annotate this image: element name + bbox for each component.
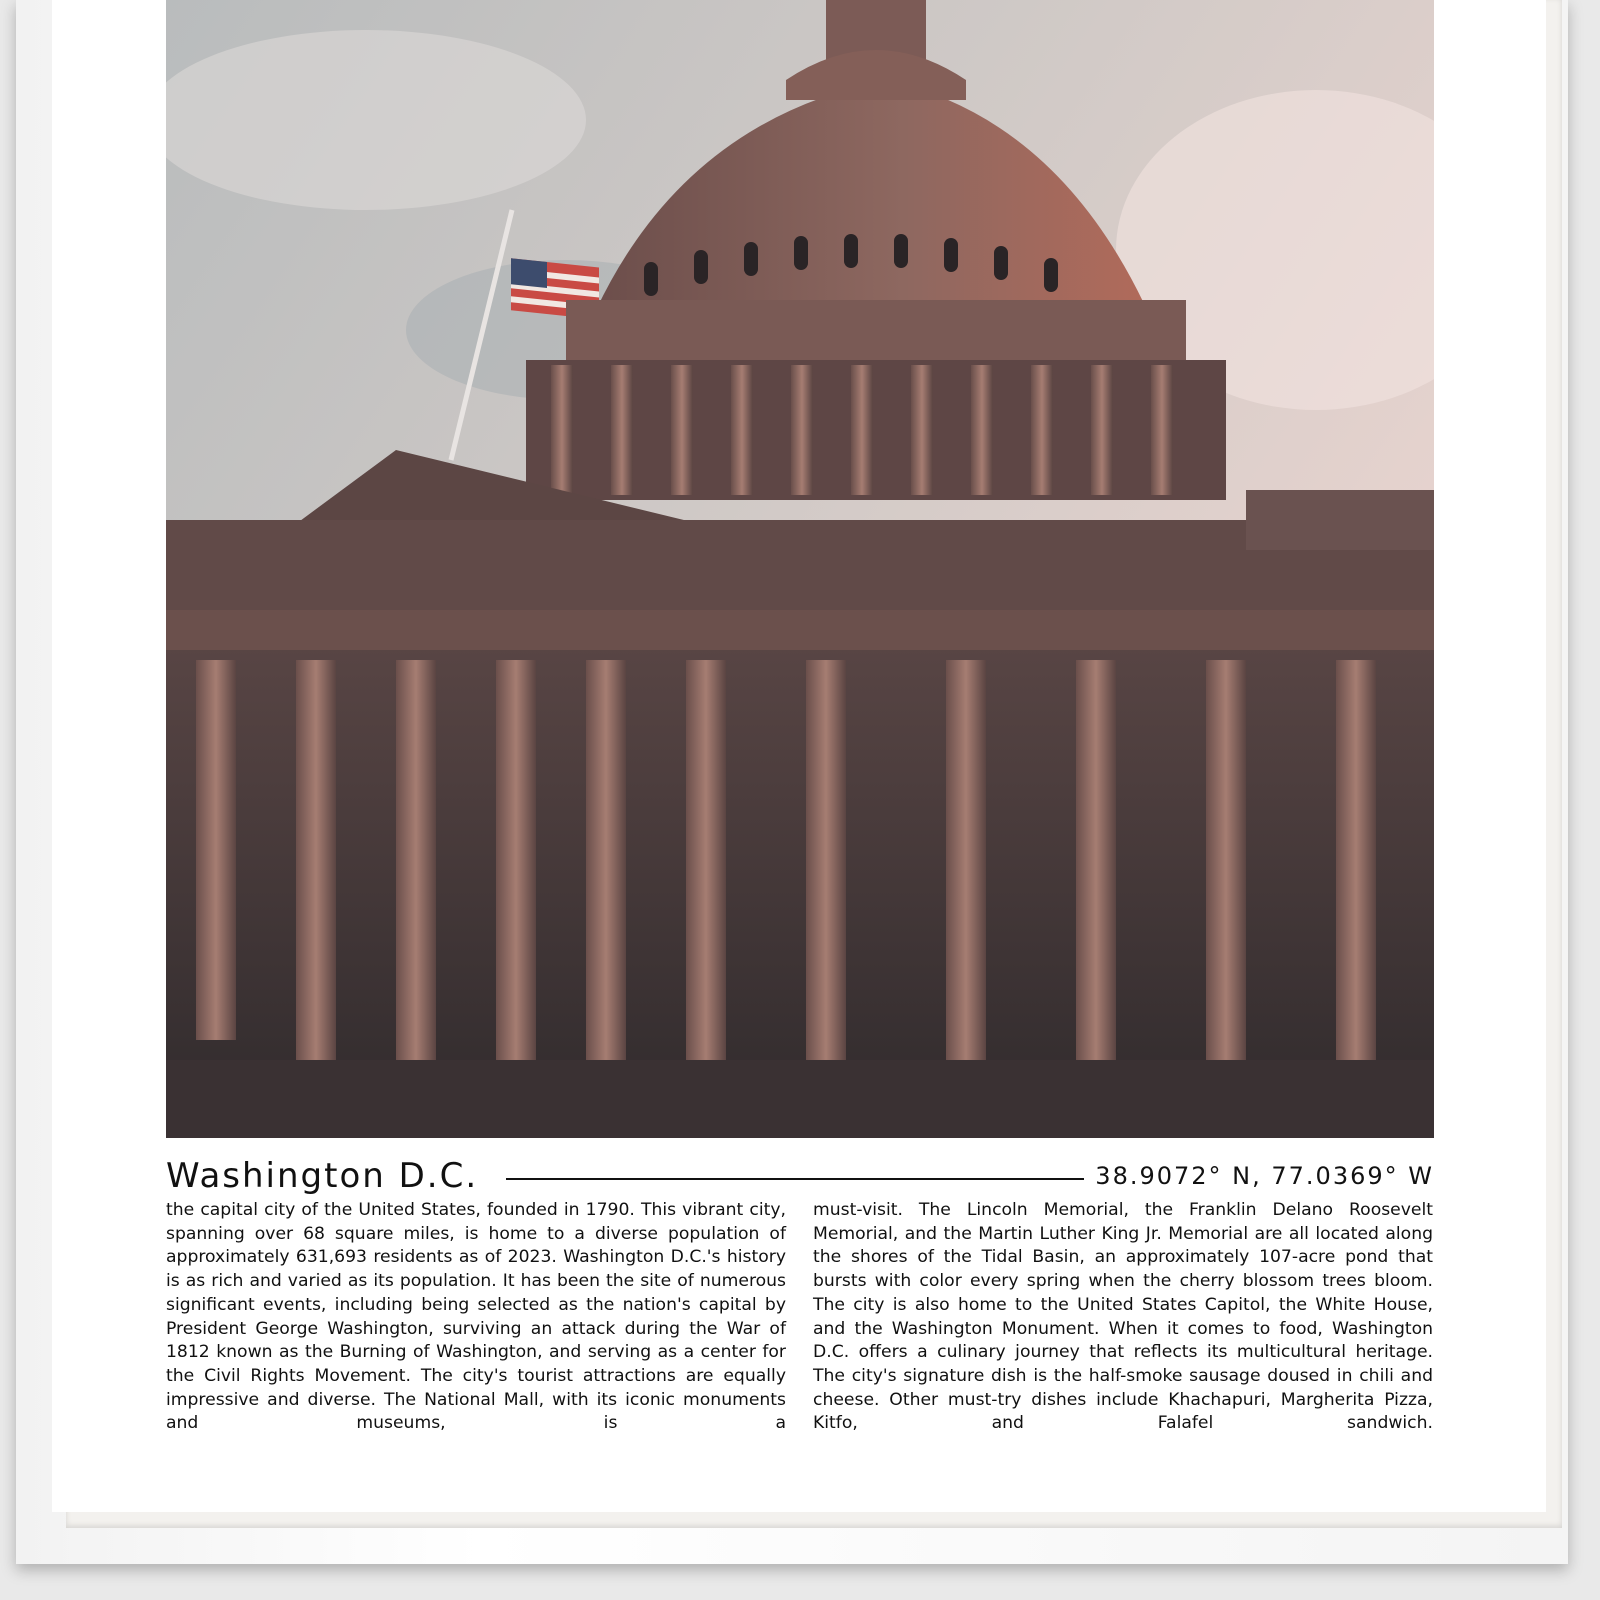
city-name: Washington D.C.: [166, 1156, 479, 1196]
capitol-painting: [166, 0, 1434, 1138]
coordinates: 38.9072° N, 77.0369° W: [1095, 1162, 1434, 1190]
capitol-painting-graphic: [166, 0, 1434, 1138]
description-right: must-visit. The Lincoln Memorial, the Franklin Delano Roosevelt Memorial, and the Martin Luther King Jr. Memorial are all located along the shores of the Tidal Basin, an approximately 107-acre pond that bursts with color every spring when the cherry blossom trees bloom. The city is also home to the United States Capitol, the White House, and the Washington Monument. When it comes to food, Washington D.C. offers a culinary journey that reflects its multicultural heritage. The city's signature dish is the half-smoke sausage doused in chili and cheese. Other must-try dishes include Khachapuri, Margherita Pizza, Kitfo, and Falafel sandwich.: [813, 1200, 1433, 1434]
description-left: the capital city of the United States, founded in 1790. This vibrant city, spanning over 68 square miles, is home to a diverse population of approximately 631,693 residents as of 2023. Washington D.C.'s history is as rich and varied as its population. It has been the site of numerous significant events, including being selected as the nation's capital by President George Washington, surviving an attack during the War of 1812 known as the Burning of Washington, and serving as a center for the Civil Rights Movement. The city's tourist attractions are equally impressive and diverse. The National Mall, with its iconic monuments and museums, is a: [166, 1200, 786, 1434]
title-row: [166, 1155, 1434, 1197]
title-divider: [506, 1178, 1084, 1180]
